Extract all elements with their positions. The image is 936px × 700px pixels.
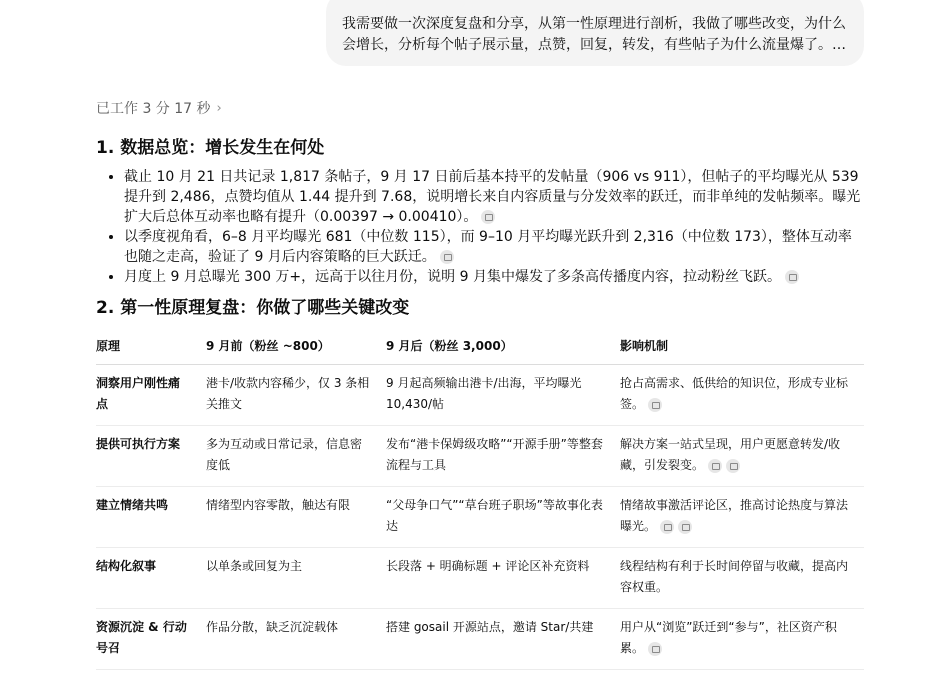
cell-after: 9 月起高频输出港卡/出海，平均曝光 10,430/帖 [386, 365, 620, 426]
mechanism-text: 用户从“浏览”跃迁到“参与”，社区资产积累。 [620, 620, 837, 655]
cell-mechanism [620, 426, 864, 487]
section-title-overview: 1. 数据总览：增长发生在何处 [96, 138, 325, 158]
list-item [124, 167, 864, 227]
citation-icon[interactable] [708, 459, 722, 473]
cell-before: 情绪型内容零散，触达有限 [206, 487, 386, 548]
bullet-text: 以季度视角看，6–8 月平均曝光 681（中位数 115），而 9–10 月平均曝光跃升到 2,316（中位数 173），整体互动率也随之走高，验证了 9 月后内容策略的巨大跃迁。 [124, 229, 852, 265]
list-item [124, 267, 864, 287]
citation-icon[interactable] [726, 459, 740, 473]
citation-icon[interactable] [648, 398, 662, 412]
citation-icon[interactable] [648, 642, 662, 656]
worked-duration-label: 已工作 3 分 17 秒 [96, 101, 211, 117]
cell-principle: 洞察用户刚性痛点 [96, 365, 206, 426]
bullet-text: 月度上 9 月总曝光 300 万+，远高于以往月份，说明 9 月集中爆发了多条高传播度内容，拉动粉丝飞跃。 [124, 269, 781, 285]
cell-principle: 结构化叙事 [96, 548, 206, 609]
table-row [96, 426, 864, 487]
cell-after: 搭建 gosail 开源站点，邀请 Star/共建 [386, 609, 620, 670]
chevron-right-icon: › [216, 100, 222, 116]
citation-icon[interactable] [660, 520, 674, 534]
mechanism-text: 抢占高需求、低供给的知识位，形成专业标签。 [620, 376, 849, 411]
changes-table [96, 329, 864, 670]
column-header-before: 9 月前（粉丝 ~800） [206, 329, 386, 365]
column-header-after: 9 月后（粉丝 3,000） [386, 329, 620, 365]
table-row [96, 487, 864, 548]
cell-after: 发布“港卡保姆级攻略”“开源手册”等整套流程与工具 [386, 426, 620, 487]
cell-after: “父母争口气”“草台班子职场”等故事化表达 [386, 487, 620, 548]
worked-duration-toggle[interactable] [96, 98, 222, 118]
cell-mechanism [620, 609, 864, 670]
user-message-bubble [326, 0, 864, 66]
citation-icon[interactable] [440, 250, 454, 264]
user-message-text: 我需要做一次深度复盘和分享，从第一性原理进行剖析，我做了哪些改变，为什么会增长，分析每个帖子展示量，点赞，回复，转发，有些帖子为什么流量爆了。… [342, 16, 846, 53]
citation-icon[interactable] [678, 520, 692, 534]
table-header-row [96, 329, 864, 365]
cell-before: 以单条或回复为主 [206, 548, 386, 609]
table-row [96, 609, 864, 670]
mechanism-text: 解决方案一站式呈现，用户更愿意转发/收藏，引发裂变。 [620, 437, 841, 472]
cell-mechanism [620, 487, 864, 548]
cell-before: 多为互动或日常记录，信息密度低 [206, 426, 386, 487]
cell-principle: 建立情绪共鸣 [96, 487, 206, 548]
cell-principle: 提供可执行方案 [96, 426, 206, 487]
bullet-text: 截止 10 月 21 日共记录 1,817 条帖子，9 月 17 日前后基本持平的发帖量（906 vs 911），但帖子的平均曝光从 539 提升到 2,486，点赞均值从 1.44 提升到 7.68，说明增长来自内容质量与分发效率的跃迁，而非单纯的发帖频率。曝光扩大后总体互动率也略有提升（0.00397 → 0.00410）。 [124, 169, 861, 225]
citation-icon[interactable] [785, 270, 799, 284]
section-title-first-principles: 2. 第一性原理复盘：你做了哪些关键改变 [96, 298, 410, 318]
cell-mechanism [620, 365, 864, 426]
cell-before: 作品分散，缺乏沉淀载体 [206, 609, 386, 670]
assistant-response [96, 135, 864, 670]
citation-icon[interactable] [481, 210, 495, 224]
list-item [124, 227, 864, 267]
table-row [96, 365, 864, 426]
table-row [96, 548, 864, 609]
cell-before: 港卡/收款内容稀少，仅 3 条相关推文 [206, 365, 386, 426]
cell-mechanism: 线程结构有利于长时间停留与收藏，提高内容权重。 [620, 548, 864, 609]
column-header-mechanism: 影响机制 [620, 329, 864, 365]
overview-bullet-list [96, 167, 864, 287]
cell-principle: 资源沉淀 & 行动号召 [96, 609, 206, 670]
mechanism-text: 情绪故事激活评论区，推高讨论热度与算法曝光。 [620, 498, 849, 533]
column-header-principle: 原理 [96, 329, 206, 365]
cell-after: 长段落 + 明确标题 + 评论区补充资料 [386, 548, 620, 609]
